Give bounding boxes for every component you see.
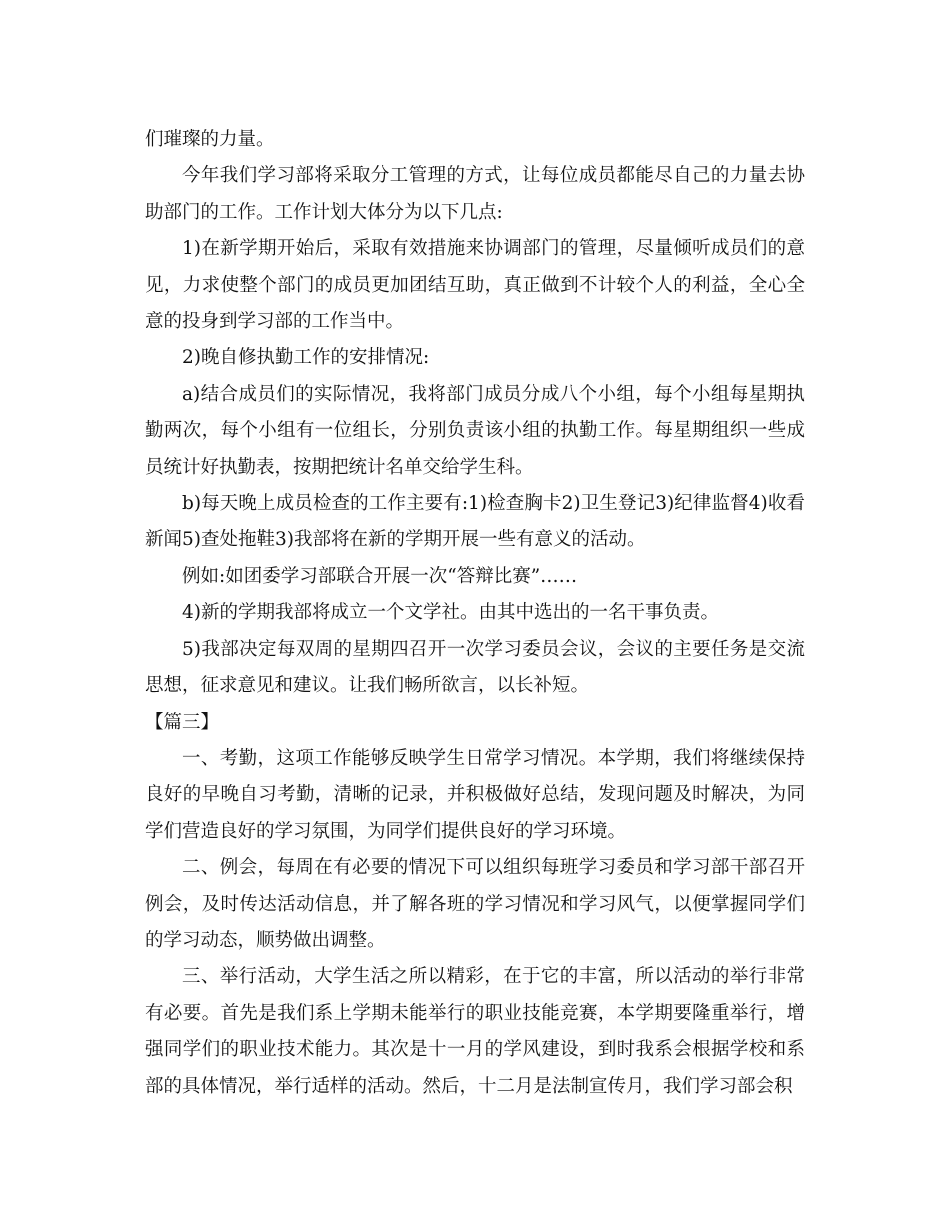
paragraph: 例如:如团委学习部联合开展一次“答辩比赛”…… [182,565,578,587]
paragraph: 二、例会，每周在有必要的情况下可以组织每班学习委员和学习部干部召开例会，及时传达活动信息，并了解各班的学习情况和学习风气，以便掌握同学们的学习动态，顺势做出调整。 [145,857,805,951]
paragraph: b)每天晚上成员检查的工作主要有:1)检查胸卡2)卫生登记3)纪律监督4)收看新闻5)查处拖鞋3)我部将在新的学期开展一些有意义的活动。 [145,493,805,551]
paragraph: 5)我部决定每双周的星期四召开一次学习委员会议，会议的主要任务是交流思想，征求意见和建议。让我们畅所欲言，以长补短。 [145,638,805,697]
paragraph: 三、举行活动，大学生活之所以精彩，在于它的丰富，所以活动的举行非常有必要。首先是我们系上学期未能举行的职业技能竞赛，本学期要隆重举行，增强同学们的职业技术能力。其次是十一月的学风建设，到时我系会根据学校和系部的具体情况，举行适样的活动。然后，十二月是法制宣传月，我们学习部会积 [145,966,805,1097]
paragraph: a)结合成员们的实际情况，我将部门成员分成八个小组，每个小组每星期执勤两次，每个小组有一位组长，分别负责该小组的执勤工作。每星期组织一些成员统计好执勤表，按期把统计名单交给学生科。 [145,383,805,478]
paragraph: 4)新的学期我部将成立一个文学社。由其中选出的一名干事负责。 [182,602,719,624]
paragraph: 一、考勤，这项工作能够反映学生日常学习情况。本学期，我们将继续保持良好的早晚自习考勤，清晰的记录，并积极做好总结，发现问题及时解决，为同学们营造良好的学习氛围，为同学们提供良好的学习环境。 [145,747,805,842]
section-heading: 【篇三】 [145,711,220,733]
paragraph: 2)晚自修执勤工作的安排情况: [182,347,430,369]
paragraph: 们璀璨的力量。 [145,129,275,150]
paragraph: 今年我们学习部将采取分工管理的方式，让每位成员都能尽自己的力量去协助部门的工作。工作计划大体分为以下几点: [145,165,805,223]
document-body [145,122,805,1105]
paragraph: 1)在新学期开始后，采取有效措施来协调部门的管理，尽量倾听成员们的意见，力求使整个部门的成员更加团结互助，真正做到不计较个人的利益，全心全意的投身到学习部的工作当中。 [145,238,805,333]
